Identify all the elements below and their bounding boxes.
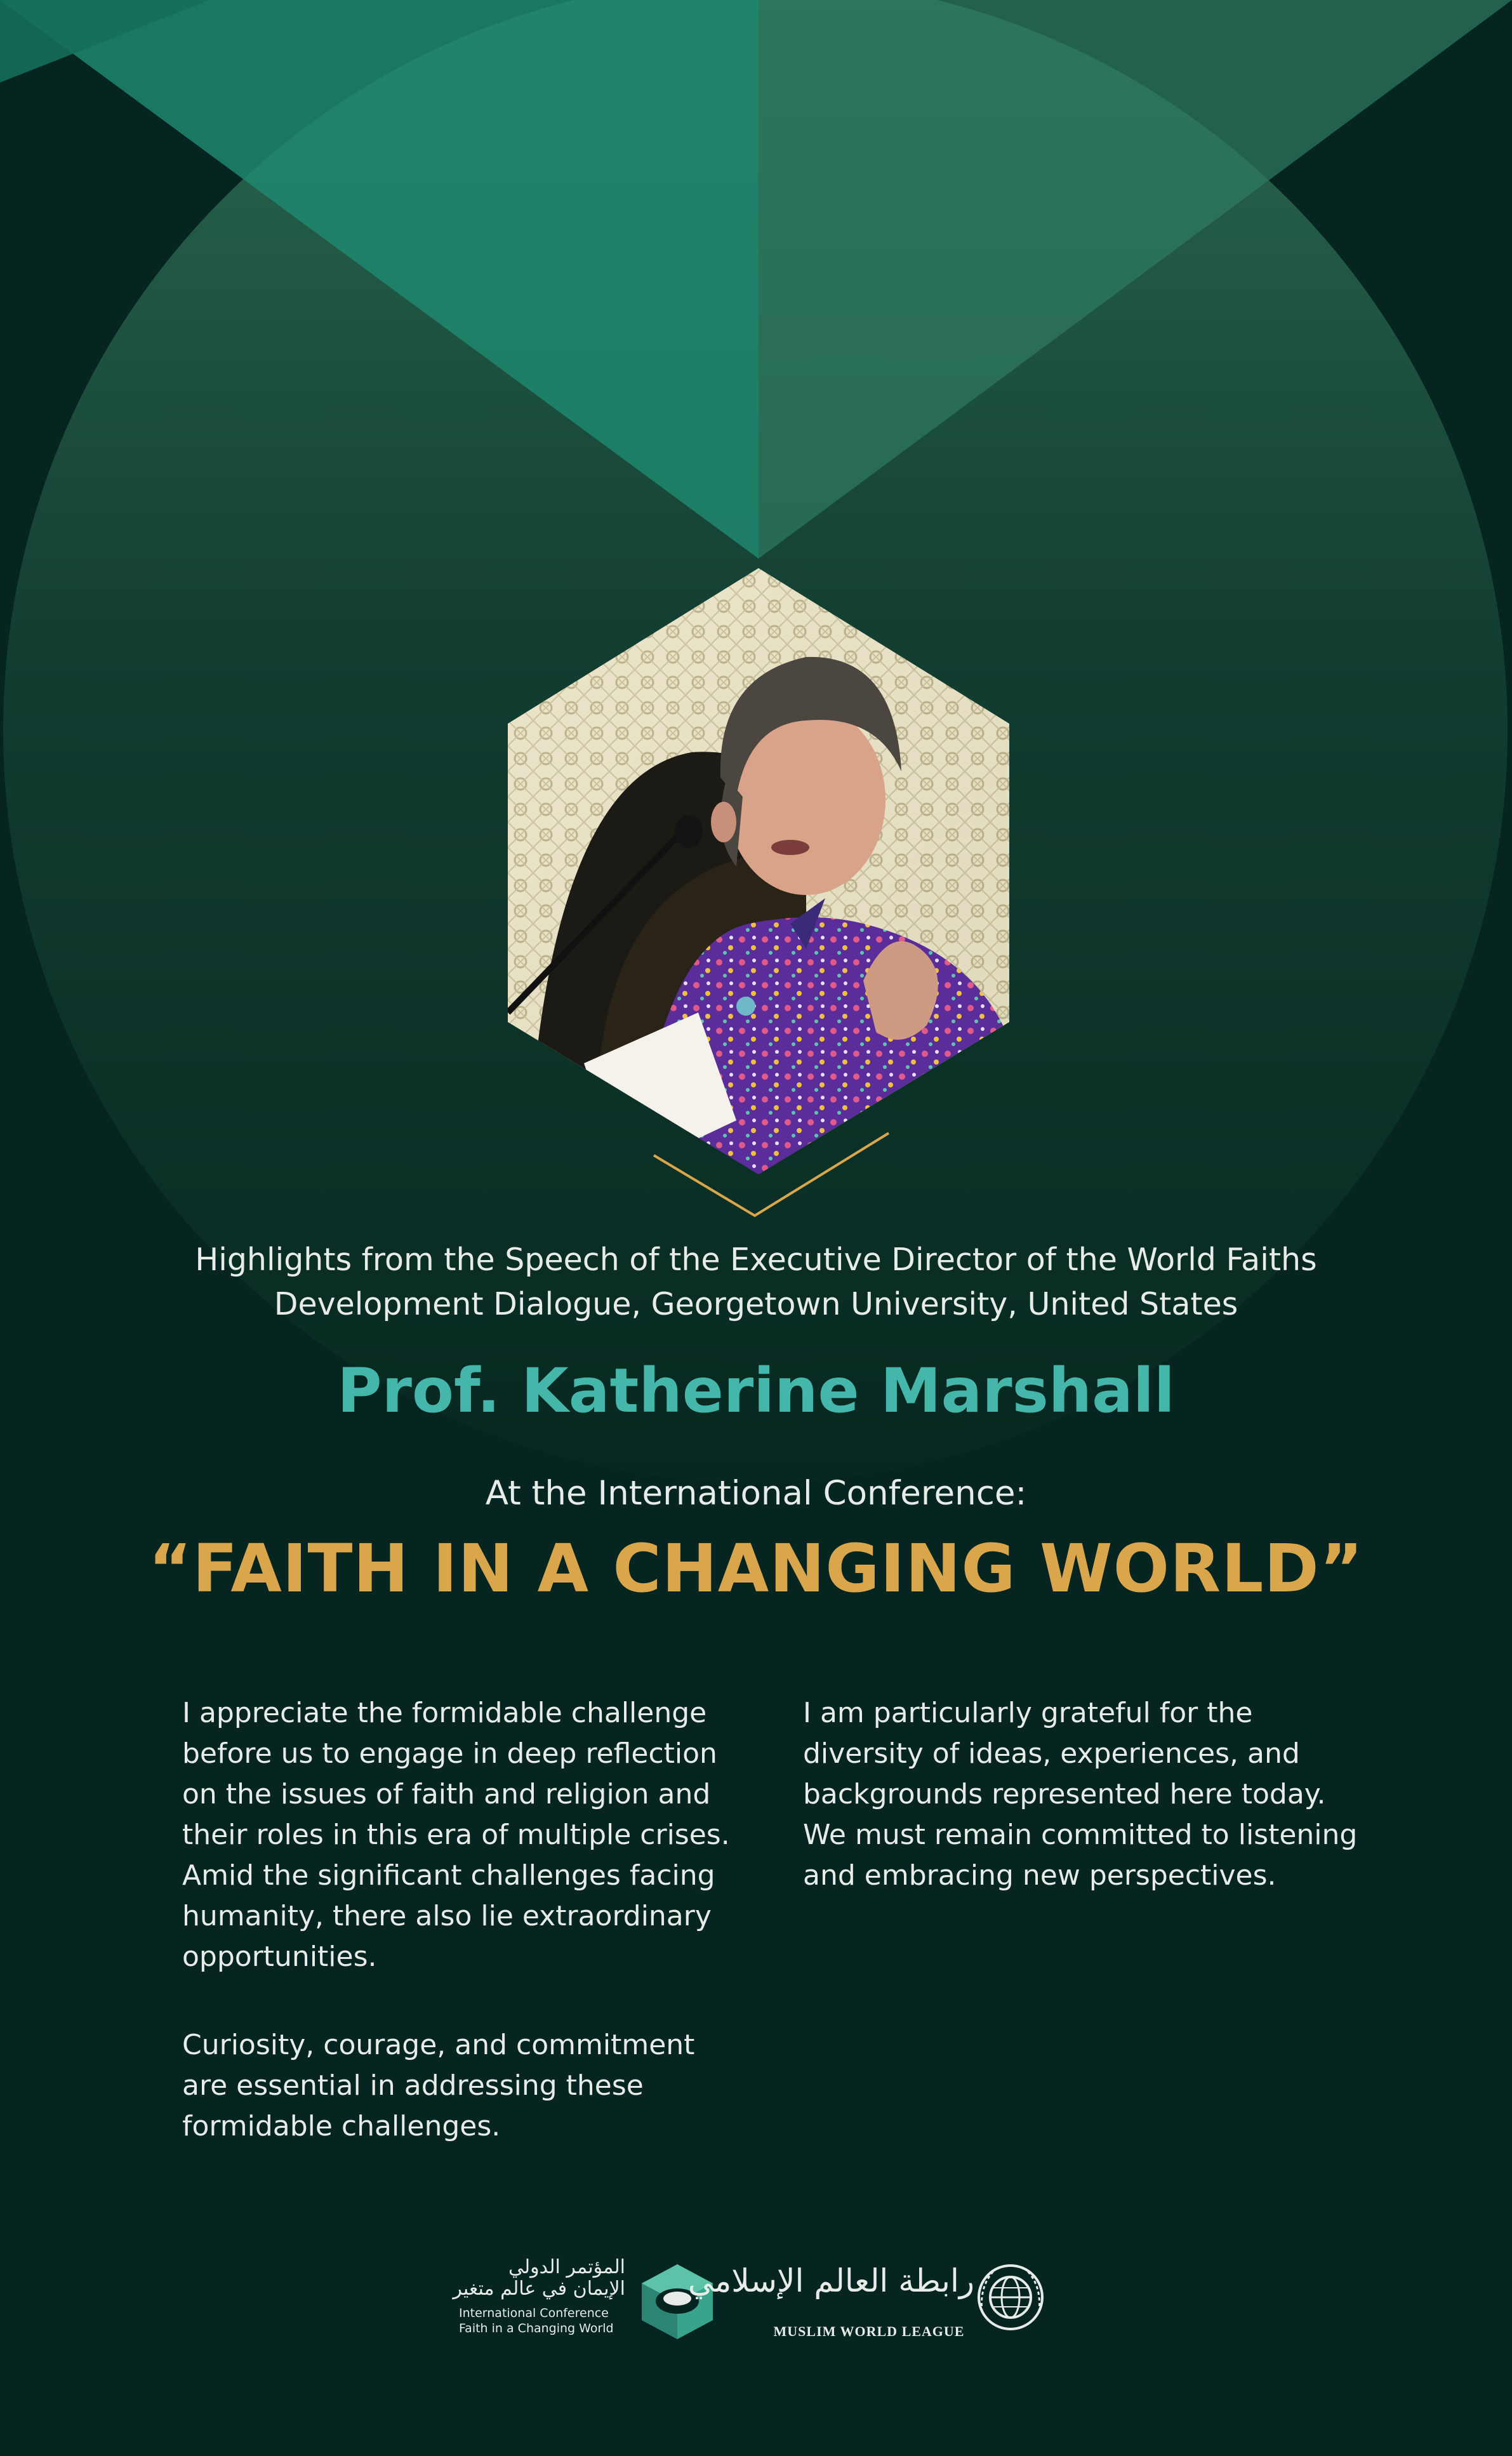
mwl-globe-emblem-icon (974, 2261, 1047, 2334)
conference-logo-block (454, 2257, 720, 2346)
conference-title: “FAITH IN A CHANGING WORLD” (148, 1530, 1364, 1607)
mwl-logo-block (687, 2260, 1051, 2342)
speaker-photo-hexagon-icon (508, 568, 1009, 1174)
mwl-logo-english: MUSLIM WORLD LEAGUE (773, 2323, 965, 2339)
gold-chevron-icon (651, 1127, 892, 1222)
subtitle-line-2: Development Dialogue, Georgetown University, United States (274, 1286, 1238, 1322)
conference-logo-english-line-2: Faith in a Changing World (459, 2321, 614, 2335)
quote-column-left (182, 1693, 741, 2194)
speech-description (127, 1238, 1385, 1327)
quote-paragraph: I appreciate the formidable challenge before us to engage in deep reflection on the issues of faith and religion and their roles in this era of multiple crises. Amid the significant challenges facing humanity, there also lie extraordinary opportunities. (182, 1697, 730, 1973)
quote-column-right (803, 1693, 1362, 1944)
quote-paragraph: Curiosity, courage, and commitment are essential in addressing these formidable challenges. (182, 2029, 695, 2142)
subtitle-line-1: Highlights from the Speech of the Executive Director of the World Faiths (195, 1242, 1317, 1278)
conference-intro: At the International Conference: (485, 1474, 1027, 1513)
conference-logo-arabic-line-1: المؤتمر الدولي (508, 2256, 625, 2278)
mwl-logo-arabic: رابطة العالم الإسلامي (687, 2262, 974, 2299)
quote-paragraph: I am particularly grateful for the diversity of ideas, experiences, and backgrounds represented here today. We must remain committed to listening and embracing new perspectives. (803, 1697, 1358, 1892)
conference-logo-arabic-line-2: الإيمان في عالم متغير (453, 2278, 625, 2300)
conference-logo-english (459, 2306, 614, 2336)
speaker-photo (508, 568, 1009, 1174)
speaker-name: Prof. Katherine Marshall (337, 1355, 1175, 1426)
conference-logo-arabic (453, 2257, 625, 2300)
conference-logo-english-line-1: International Conference (459, 2306, 609, 2320)
